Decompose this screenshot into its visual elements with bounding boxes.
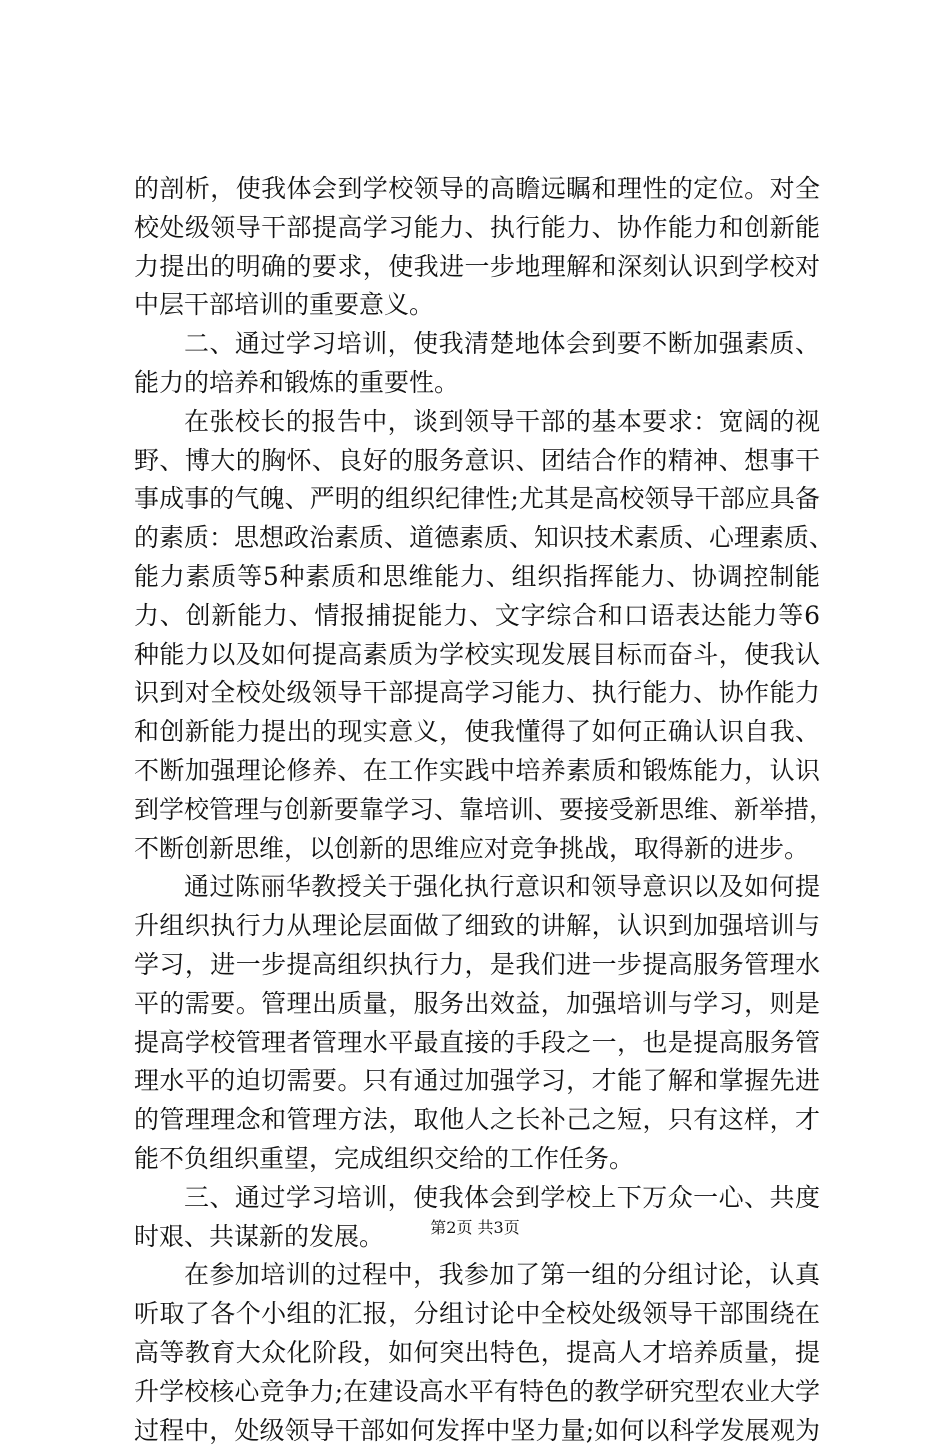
text-line: 升学校核心竞争力;在建设高水平有特色的教学研究型农业大学: [134, 1373, 820, 1412]
text-line: 识到对全校处级领导干部提高学习能力、执行能力、协作能力: [134, 674, 820, 713]
text-line: 二、通过学习培训，使我清楚地体会到要不断加强素质、: [134, 325, 820, 364]
text-line: 听取了各个小组的汇报，分组讨论中全校处级领导干部围绕在: [134, 1295, 820, 1334]
text-line: 平的需要。管理出质量，服务出效益，加强培训与学习，则是: [134, 985, 820, 1024]
text-line: 学习，进一步提高组织执行力，是我们进一步提高服务管理水: [134, 946, 820, 985]
text-line: 的管理理念和管理方法，取他人之长补己之短，只有这样，才: [134, 1101, 820, 1140]
text-line: 的剖析，使我体会到学校领导的高瞻远瞩和理性的定位。对全: [134, 170, 820, 209]
page-footer: 第2页 共3页: [0, 1218, 950, 1238]
text-line: 能力素质等5种素质和思维能力、组织指挥能力、协调控制能: [134, 558, 820, 597]
text-line: 不断创新思维，以创新的思维应对竞争挑战，取得新的进步。: [134, 830, 820, 869]
text-line: 提高学校管理者管理水平最直接的手段之一，也是提高服务管: [134, 1024, 820, 1063]
body-text: [134, 170, 820, 1450]
text-line: 到学校管理与创新要靠学习、靠培训、要接受新思维、新举措，: [134, 791, 820, 830]
text-line: 过程中，处级领导干部如何发挥中坚力量;如何以科学发展观为: [134, 1412, 820, 1450]
text-line: 通过陈丽华教授关于强化执行意识和领导意识以及如何提: [134, 868, 820, 907]
text-line: 能不负组织重望，完成组织交给的工作任务。: [134, 1140, 820, 1179]
text-line: 的素质：思想政治素质、道德素质、知识技术素质、心理素质、: [134, 519, 820, 558]
text-line: 力提出的明确的要求，使我进一步地理解和深刻认识到学校对: [134, 248, 820, 287]
text-line: 高等教育大众化阶段，如何突出特色，提高人才培养质量，提: [134, 1334, 820, 1373]
text-line: 力、创新能力、情报捕捉能力、文字综合和口语表达能力等6: [134, 597, 820, 636]
text-line: 升组织执行力从理论层面做了细致的讲解，认识到加强培训与: [134, 907, 820, 946]
text-line: 在张校长的报告中，谈到领导干部的基本要求：宽阔的视: [134, 403, 820, 442]
text-line: 校处级领导干部提高学习能力、执行能力、协作能力和创新能: [134, 209, 820, 248]
text-line: 中层干部培训的重要意义。: [134, 286, 820, 325]
text-line: 种能力以及如何提高素质为学校实现发展目标而奋斗，使我认: [134, 636, 820, 675]
text-line: 理水平的迫切需要。只有通过加强学习，才能了解和掌握先进: [134, 1062, 820, 1101]
text-line: 在参加培训的过程中，我参加了第一组的分组讨论，认真: [134, 1256, 820, 1295]
text-line: 事成事的气魄、严明的组织纪律性;尤其是高校领导干部应具备: [134, 480, 820, 519]
text-line: 和创新能力提出的现实意义，使我懂得了如何正确认识自我、: [134, 713, 820, 752]
text-line: 能力的培养和锻炼的重要性。: [134, 364, 820, 403]
text-line: 野、博大的胸怀、良好的服务意识、团结合作的精神、想事干: [134, 442, 820, 481]
text-line: 不断加强理论修养、在工作实践中培养素质和锻炼能力，认识: [134, 752, 820, 791]
text-line: 时艰、共谋新的发展。: [134, 1218, 820, 1257]
text-line: 三、通过学习培训，使我体会到学校上下万众一心、共度: [134, 1179, 820, 1218]
